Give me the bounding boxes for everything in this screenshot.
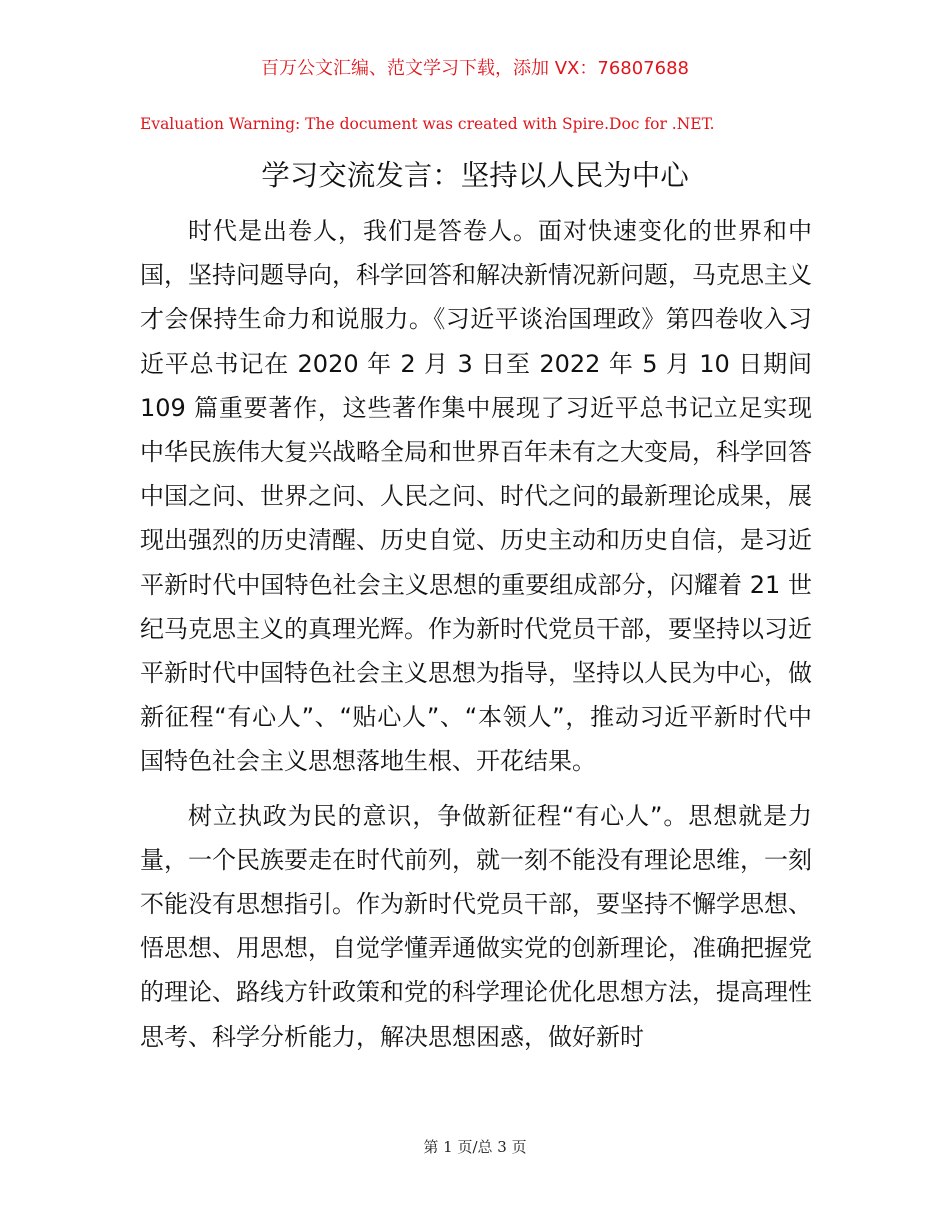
header-banner: 百万公文汇编、范文学习下载，添加 VX：76807688	[261, 58, 689, 79]
document-body	[140, 209, 812, 1059]
page-number-footer: 第 1 页/总 3 页	[423, 1138, 527, 1156]
document-title: 学习交流发言：坚持以人民为中心	[261, 159, 689, 192]
body-paragraph-1: 时代是出卷人，我们是答卷人。面对快速变化的世界和中国，坚持问题导向，科学回答和解决新情况新问题，马克思主义才会保持生命力和说服力。《习近平谈治国理政》第四卷收入习近平总书记在 2020 年 2 月 3 日至 2022 年 5 月 10 日期间 109 篇重要著作，这些著作集中展现了习近平总书记立足实现中华民族伟大复兴战略全局和世界百年未有之大变局，科学回答中国之问、世界之问、人民之问、时代之问的最新理论成果，展现出强烈的历史清醒、历史自觉、历史主动和历史自信，是习近平新时代中国特色社会主义思想的重要组成部分，闪耀着 21 世纪马克思主义的真理光辉。作为新时代党员干部，要坚持以习近平新时代中国特色社会主义思想为指导，坚持以人民为中心，做新征程“有心人”、“贴心人”、“本领人”，推动习近平新时代中国特色社会主义思想落地生根、开花结果。	[140, 217, 812, 776]
body-paragraph-2: 树立执政为民的意识，争做新征程“有心人”。思想就是力量，一个民族要走在时代前列，就一刻不能没有理论思维，一刻不能没有思想指引。作为新时代党员干部，要坚持不懈学思想、悟思想、用思想，自觉学懂弄通做实党的创新理论，准确把握党的理论、路线方针政策和党的科学理论优化思想方法，提高理性思考、科学分析能力，解决思想困惑，做好新时	[140, 801, 812, 1051]
evaluation-warning: Evaluation Warning: The document was created with Spire.Doc for .NET.	[140, 115, 715, 133]
